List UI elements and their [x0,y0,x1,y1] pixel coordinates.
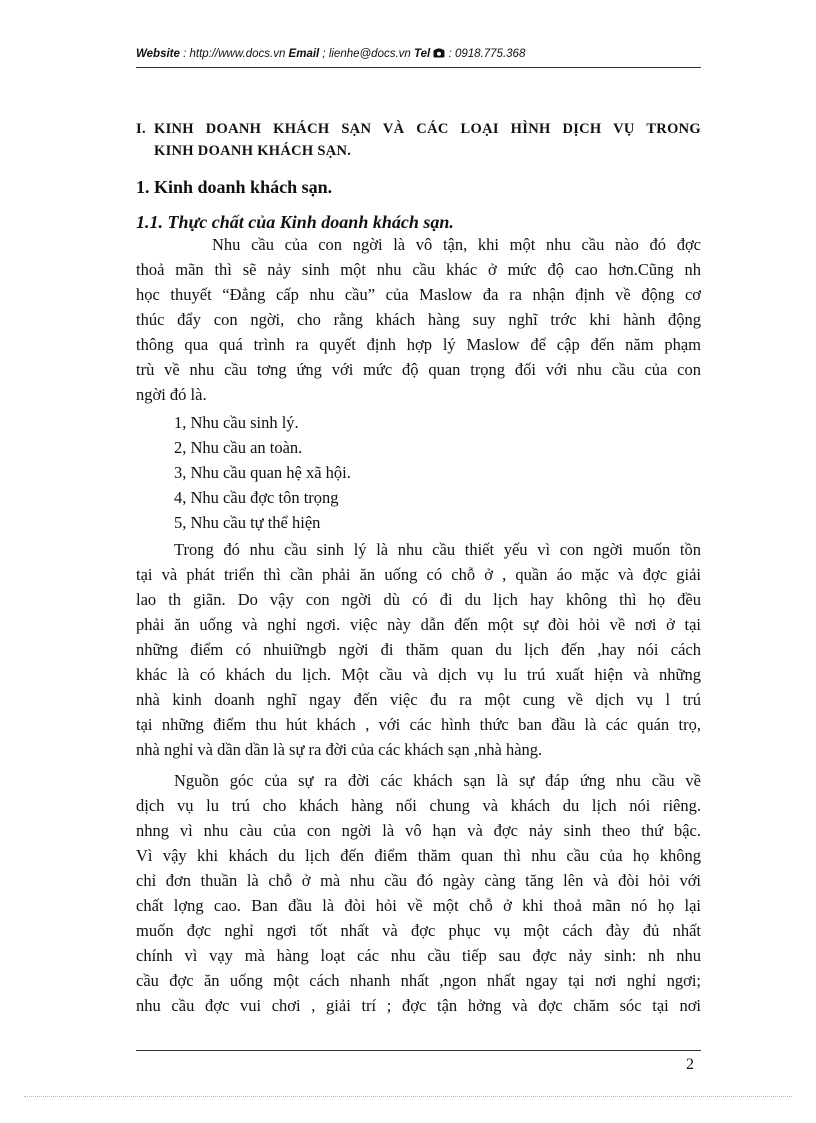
heading-level-1 [136,118,701,140]
paragraph-line: trù về nhu cầu tơng ứng với mức độ quan trọng đối với nhu cầu của con [136,360,701,379]
email-label: Email [288,48,320,60]
heading-number: I. [136,121,146,137]
page-break-line [24,1096,792,1097]
paragraph-line: thúc đẩy con ngời, cho rằng khách hàng suy nghĩ trớc khi hành động [136,310,701,329]
header-divider [136,67,701,68]
heading-line-2: KINH DOANH KHÁCH SẠN. [154,143,352,159]
list-item: 3, Nhu cầu quan hệ xã hội. [174,463,351,482]
list-item: 2, Nhu cầu an toàn. [174,438,303,457]
paragraph-2 [136,537,701,762]
paragraph-line: chỉ đơn thuần là chỗ ở mà nhu cầu đó ngày càng tăng lên và đòi hỏi với [136,871,701,890]
paragraph-line: khác là có khách du lịch. Một cầu và dịch vụ lu trú xuất hiện và những [136,665,701,684]
paragraph-line: thoả mãn thì sẽ nảy sinh một nhu cầu khác ở mức độ cao hơn.Cũng nh [136,260,701,279]
paragraph-line: muốn đợc nghỉ ngơi tốt nhất và đợc phục vụ một cách đày đủ nhất [136,921,701,940]
paragraph-1 [136,232,701,407]
paragraph-line: nhà kinh doanh nghĩ ngay đến việc đu ra một cung về dịch vụ l trú [136,690,701,709]
paragraph-line: những điểm có nhuiữngb ngời đi thăm quan du lịch đến ,hay nói cách [136,640,701,659]
website-label: Website [136,48,180,60]
list-item: 5, Nhu cầu tự thể hiện [174,513,321,532]
paragraph-line: cầu đợc ăn uống một cách nhanh nhất ,ngon nhất ngay tại nơi nghỉ ngơi; [136,971,701,990]
paragraph-line: Vì vậy khi khách du lịch đến điểm thăm quan thì nhu cầu của họ không [136,846,701,865]
paragraph-3 [136,768,701,1018]
paragraph-line: lao th giãn. Do vậy con ngời dù có đi du lịch hay không thì họ đều [136,590,701,609]
page-header [136,47,701,67]
section-heading: 1. Kinh doanh khách sạn. [136,177,333,197]
needs-list [136,410,701,535]
paragraph-line: ngời đó là. [136,385,207,404]
subsection-heading: 1.1. Thực chất của Kinh doanh khách sạn. [136,212,454,232]
tel-value: : 0918.775.368 [445,48,526,60]
paragraph-line: nhà nghỉ và dần dần là sự ra đời của các khách sạn ,nhà hàng. [136,740,543,759]
paragraph-line: nhu cầu đợc vui chơi , giải trí ; đợc tận hởng và đợc chăm sóc tại nơi [136,996,701,1015]
paragraph-line: dịch vụ lu trú cho khách hàng nối chung và khách du lịch nói riêng. [136,796,701,815]
paragraph-line: Trong đó nhu cầu sinh lý là nhu cầu thiết yếu vì con ngời muốn tồn [174,540,701,559]
page-number: 2 [686,1056,694,1073]
telephone-icon [433,47,445,61]
list-item: 4, Nhu cầu đợc tôn trọng [174,488,339,507]
email-value: ; lienhe@docs.vn [319,48,415,60]
paragraph-line: học thuyết “Đẳng cấp nhu cầu” của Maslow đa ra nhận định về động cơ [136,285,701,304]
paragraph-line: tại những điểm thu hút khách , với các hình thức ban đầu là các quán trọ, [136,715,701,734]
website-value: : http://www.docs.vn [179,48,289,60]
paragraph-line: Nhu cầu của con ngời là vô tận, khi một nhu cầu nào đó đợc [212,235,701,254]
paragraph-line: nhng vì nhu càu của con ngời là vô hạn và đợc nảy sinh theo thứ bậc. [136,821,701,840]
paragraph-line: Nguồn góc của sự ra đời các khách sạn là sự đáp ứng nhu cầu về [174,771,701,790]
tel-label: Tel [414,48,434,60]
paragraph-line: tại và phát triển thì cần phải ăn uống có chỗ ở , quần áo mặc và đợc giải [136,565,701,584]
paragraph-line: thông qua quá trình ra quyết định hợp lý Maslow để cập đến năm phạm [136,335,701,354]
list-item: 1, Nhu cầu sinh lý. [174,413,299,432]
paragraph-line: chất lợng cao. Ban đầu là đòi hỏi về một chỗ ở khi thoả mãn nó họ lại [136,896,701,915]
footer-divider [136,1050,701,1051]
paragraph-line: phải ăn uống và nghỉ ngơi. việc này dẫn đến một sự đòi hỏi về nơi ở tại [136,615,701,634]
heading-line-1: KINH DOANH KHÁCH SẠN VÀ CÁC LOẠI HÌNH DỊCH VỤ TRONG [154,121,701,137]
paragraph-line: chính vì vạy mà hàng loạt các nhu cầu tiếp sau đợc nảy sinh: nh nhu [136,946,701,965]
